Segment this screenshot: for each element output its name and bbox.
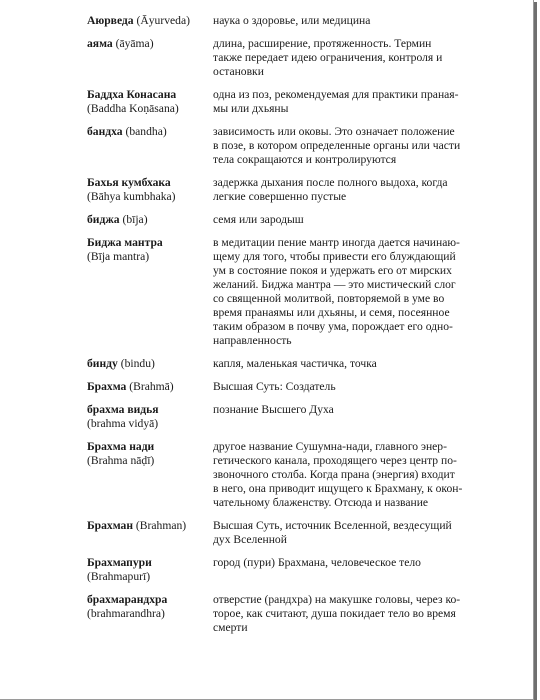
glossary-term xyxy=(87,213,213,227)
definition-line: длина, расширение, протяженность. Термин xyxy=(213,37,432,50)
term-russian: биджа xyxy=(87,213,120,226)
glossary-entry xyxy=(87,88,487,116)
glossary-term xyxy=(87,125,213,167)
definition-line: в позе, в котором определенные органы или части xyxy=(213,139,461,152)
definition-line: со священной молитвой, повторяемой в уме во xyxy=(213,292,445,305)
definition-line: звоночного столба. Когда прана (энергия) входит xyxy=(213,468,455,481)
glossary-entry xyxy=(87,236,487,348)
glossary-entry xyxy=(87,357,487,371)
glossary-term xyxy=(87,380,213,394)
glossary-term xyxy=(87,556,213,584)
definition-line: торое, как считают, душа покидает тело во время xyxy=(213,607,456,620)
term-russian: Аюрведа xyxy=(87,14,134,27)
glossary-entry xyxy=(87,14,487,28)
term-russian: Биджа мантра xyxy=(87,236,163,249)
definition-line: отверстие (рандхра) на макушке головы, через ко- xyxy=(213,593,461,606)
term-russian: брахма видья xyxy=(87,403,159,416)
term-transliteration: (Baddha Koṇāsana) xyxy=(87,102,179,115)
glossary-list xyxy=(87,14,487,644)
glossary-definition xyxy=(213,403,487,431)
definition-line: семя или зародыш xyxy=(213,213,304,226)
term-russian: Баддха Конасана xyxy=(87,88,177,101)
definition-line: щему для того, чтобы привести его блуждающий xyxy=(213,250,456,263)
term-russian: Брахма нади xyxy=(87,440,155,453)
glossary-term xyxy=(87,403,213,431)
glossary-term xyxy=(87,236,213,348)
definition-line: Высшая Суть: Создатель xyxy=(213,380,336,393)
glossary-term xyxy=(87,440,213,510)
glossary-definition xyxy=(213,380,487,394)
glossary-term xyxy=(87,519,213,547)
term-russian: Бахья кумбхака xyxy=(87,176,171,189)
glossary-term xyxy=(87,593,213,635)
definition-line: город (пури) Брахмана, человеческое тело xyxy=(213,556,421,569)
term-russian: бандха xyxy=(87,125,123,138)
definition-line: зависимость или оковы. Это означает положение xyxy=(213,125,455,138)
glossary-entry xyxy=(87,37,487,79)
glossary-entry xyxy=(87,519,487,547)
glossary-entry xyxy=(87,556,487,584)
term-russian: аяма xyxy=(87,37,113,50)
definition-line: другое название Сушумна-нади, главного энер- xyxy=(213,440,447,453)
definition-line: одна из поз, рекомендуемая для практики праная- xyxy=(213,88,459,101)
glossary-definition xyxy=(213,357,487,371)
term-transliteration: (Brahman) xyxy=(135,519,187,532)
term-transliteration: (bandha) xyxy=(125,125,167,138)
glossary-definition xyxy=(213,593,487,635)
definition-line: в него, она приводит ищущего к Брахману, к окон- xyxy=(213,482,463,495)
definition-line: задержка дыхания после полного выдоха, когда xyxy=(213,176,448,189)
definition-line: легкие совершенно пустые xyxy=(213,190,347,203)
glossary-entry xyxy=(87,125,487,167)
term-transliteration: (Brahmā) xyxy=(129,380,174,393)
glossary-term xyxy=(87,176,213,204)
glossary-definition xyxy=(213,176,487,204)
glossary-definition xyxy=(213,88,487,116)
definition-line: направленность xyxy=(213,334,292,347)
term-russian: Брахман xyxy=(87,519,134,532)
definition-line: дух Вселенной xyxy=(213,533,287,546)
definition-line: гетического канала, проходящего через центр по- xyxy=(213,454,457,467)
definition-line: Высшая Суть, источник Вселенной, вездесущий xyxy=(213,519,452,532)
glossary-entry xyxy=(87,380,487,394)
glossary-term xyxy=(87,14,213,28)
definition-line: остановки xyxy=(213,65,264,78)
definition-line: ум в состояние покоя и удержать его от мирских xyxy=(213,264,452,277)
glossary-entry xyxy=(87,213,487,227)
glossary-definition xyxy=(213,519,487,547)
glossary-definition xyxy=(213,236,487,348)
definition-line: тела сокращаются и контролируются xyxy=(213,153,397,166)
definition-line: в медитации пение мантр иногда дается начинаю- xyxy=(213,236,460,249)
glossary-entry xyxy=(87,593,487,635)
glossary-term xyxy=(87,88,213,116)
definition-line: мы или дхьяны xyxy=(213,102,289,115)
term-transliteration: (Bīja mantra) xyxy=(87,250,150,263)
glossary-term xyxy=(87,37,213,79)
definition-line: также передает идею ограничения, контроля и xyxy=(213,51,443,64)
term-transliteration: (Bāhya kumbhaka) xyxy=(87,190,176,203)
term-transliteration: (bīja) xyxy=(122,213,148,226)
glossary-term xyxy=(87,357,213,371)
glossary-definition xyxy=(213,37,487,79)
term-russian: Брахма xyxy=(87,380,127,393)
definition-line: наука о здоровье, или медицина xyxy=(213,14,371,27)
definition-line: время пранаямы или дхьяны, и семя, посеянное xyxy=(213,306,450,319)
glossary-definition xyxy=(213,14,487,28)
term-russian: Брахмапури xyxy=(87,556,152,569)
term-russian: брахмарандхра xyxy=(87,593,168,606)
term-transliteration: (brahmarandhra) xyxy=(87,607,165,620)
term-transliteration: (brahma vidyā) xyxy=(87,417,159,430)
term-transliteration: (āyāma) xyxy=(115,37,154,50)
term-transliteration: (Brahma nāḍī) xyxy=(87,454,155,467)
definition-line: познание Высшего Духа xyxy=(213,403,334,416)
definition-line: таким образом в почву ума, порождает его одно- xyxy=(213,320,453,333)
definition-line: чательному блаженству. Отсюда и название xyxy=(213,496,429,509)
glossary-entry xyxy=(87,176,487,204)
glossary-definition xyxy=(213,440,487,510)
definition-line: желаний. Биджа мантра — это мистический слог xyxy=(213,278,456,291)
glossary-entry xyxy=(87,403,487,431)
glossary-definition xyxy=(213,213,487,227)
term-transliteration: (Brahmapurī) xyxy=(87,570,151,583)
term-transliteration: (Āyurveda) xyxy=(136,14,190,27)
glossary-definition xyxy=(213,125,487,167)
term-russian: бинду xyxy=(87,357,118,370)
glossary-definition xyxy=(213,556,487,584)
definition-line: капля, маленькая частичка, точка xyxy=(213,357,377,370)
glossary-entry xyxy=(87,440,487,510)
definition-line: смерти xyxy=(213,621,248,634)
term-transliteration: (bindu) xyxy=(120,357,155,370)
